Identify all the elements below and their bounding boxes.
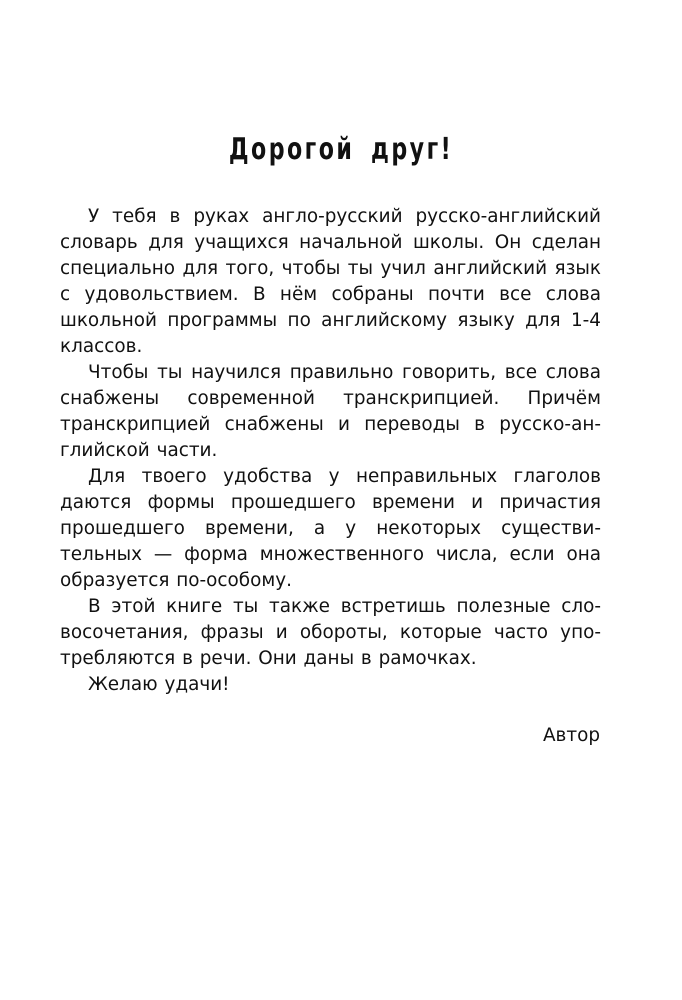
paragraph-wish: Желаю удачи!	[88, 674, 230, 695]
paragraph-intro: У тебя в руках англо-русский русско-английский словарь для учащихся начальной школы. Он сделан специально для того, чтобы ты учил английский язык с удовольствием. В нём собраны почти все слова школьной программы по английскому языку для 1-4 классов.	[60, 206, 601, 357]
author-signature: Автор	[542, 725, 600, 746]
paragraph-phrases: В этой книге ты также встретишь полезные словосочетания, фразы и обороты, которые часто употребляются в речи. Они даны в рамочках.	[60, 596, 601, 669]
paragraph-verbs: Для твоего удобства у неправильных глаголов даются формы прошедшего времени и причастия прошедшего времени, а у некоторых существительных — форма множественного числа, если она образуется по-особому.	[60, 466, 601, 591]
paragraph-transcription: Чтобы ты научился правильно говорить, все слова снабжены современной транскрипцией. Причём транскрипцией снабжены и переводы в русско-английской части.	[60, 362, 601, 461]
page-title: Дорогой друг!	[228, 132, 454, 167]
body-text	[60, 204, 601, 698]
